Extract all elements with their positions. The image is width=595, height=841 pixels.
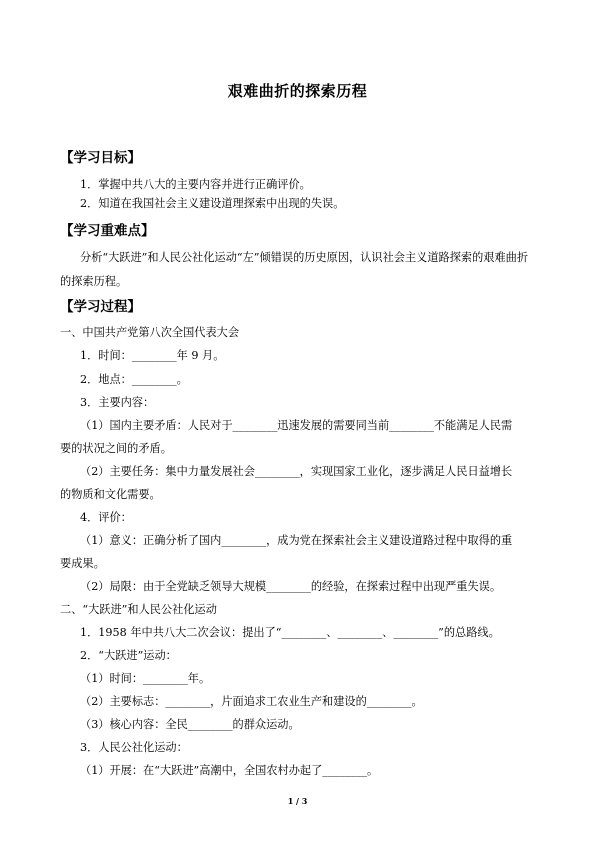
s2-line-sign: （2）主要标志：________，片面追求工农业生产和建设的________。 — [80, 695, 423, 708]
heading-process: 【学习过程】 — [60, 299, 141, 315]
s1-line-task-cont: 的物质和文化需要。 — [60, 488, 161, 501]
s1-line-task: （2）主要任务：集中力量发展社会________，实现国家工业化，逐步满足人民日益增长 — [80, 465, 513, 478]
goal-item-2: 2．知道在我国社会主义建设道理探索中出现的失误。 — [80, 197, 345, 210]
s1-line-time: 1．时间：________年 9 月。 — [80, 349, 225, 362]
s1-line-evaluation: 4．评价： — [80, 511, 132, 524]
s2-line-commune: 3．人民公社化运动： — [80, 741, 188, 754]
goal-item-1: 1．掌握中共八大的主要内容并进行正确评价。 — [80, 178, 311, 191]
s2-line-time: （1）时间：________年。 — [80, 672, 211, 685]
s2-line-core: （3）核心内容：全民________的群众运动。 — [80, 718, 300, 731]
s2-line-general-line: 1．1958 年中共八大二次会议：提出了“________、________、________”的总路线。 — [80, 626, 500, 639]
page-title: 艰难曲折的探索历程 — [227, 82, 368, 100]
s1-line-content: 3．主要内容： — [80, 396, 155, 409]
section-1-title: 一、中国共产党第八次全国代表大会 — [60, 326, 240, 339]
section-2-title: 二、“大跃进”和人民公社化运动 — [60, 603, 217, 616]
s1-line-significance: （1）意义：正确分析了国内________，成为党在探索社会主义建设道路过程中取得的重 — [80, 534, 513, 547]
s1-line-significance-cont: 要成果。 — [60, 557, 105, 570]
s2-line-commune-start: （1）开展：在“大跃进”高潮中，全国农村办起了________。 — [80, 764, 379, 777]
s2-line-great-leap: 2．“大跃进”运动： — [80, 649, 177, 662]
s1-line-place: 2．地点：________。 — [80, 373, 188, 386]
heading-key-points: 【学习重难点】 — [60, 223, 155, 239]
s1-line-contradiction: （1）国内主要矛盾：人民对于________迅速发展的需要同当前________不能满足人民需 — [80, 419, 513, 432]
key-points-text: 分析“大跃进”和人民公社化运动“左”倾错误的历史原因，认识社会主义道路探索的艰难曲折的探索历程。 — [60, 251, 529, 288]
s1-line-contradiction-cont: 要的状况之间的矛盾。 — [60, 442, 172, 455]
s1-line-limitation: （2）局限：由于全党缺乏领导大规模________的经验，在探索过程中出现严重失误。 — [80, 580, 502, 593]
heading-goals: 【学习目标】 — [60, 150, 141, 166]
page-number: 1 / 3 — [287, 796, 308, 806]
